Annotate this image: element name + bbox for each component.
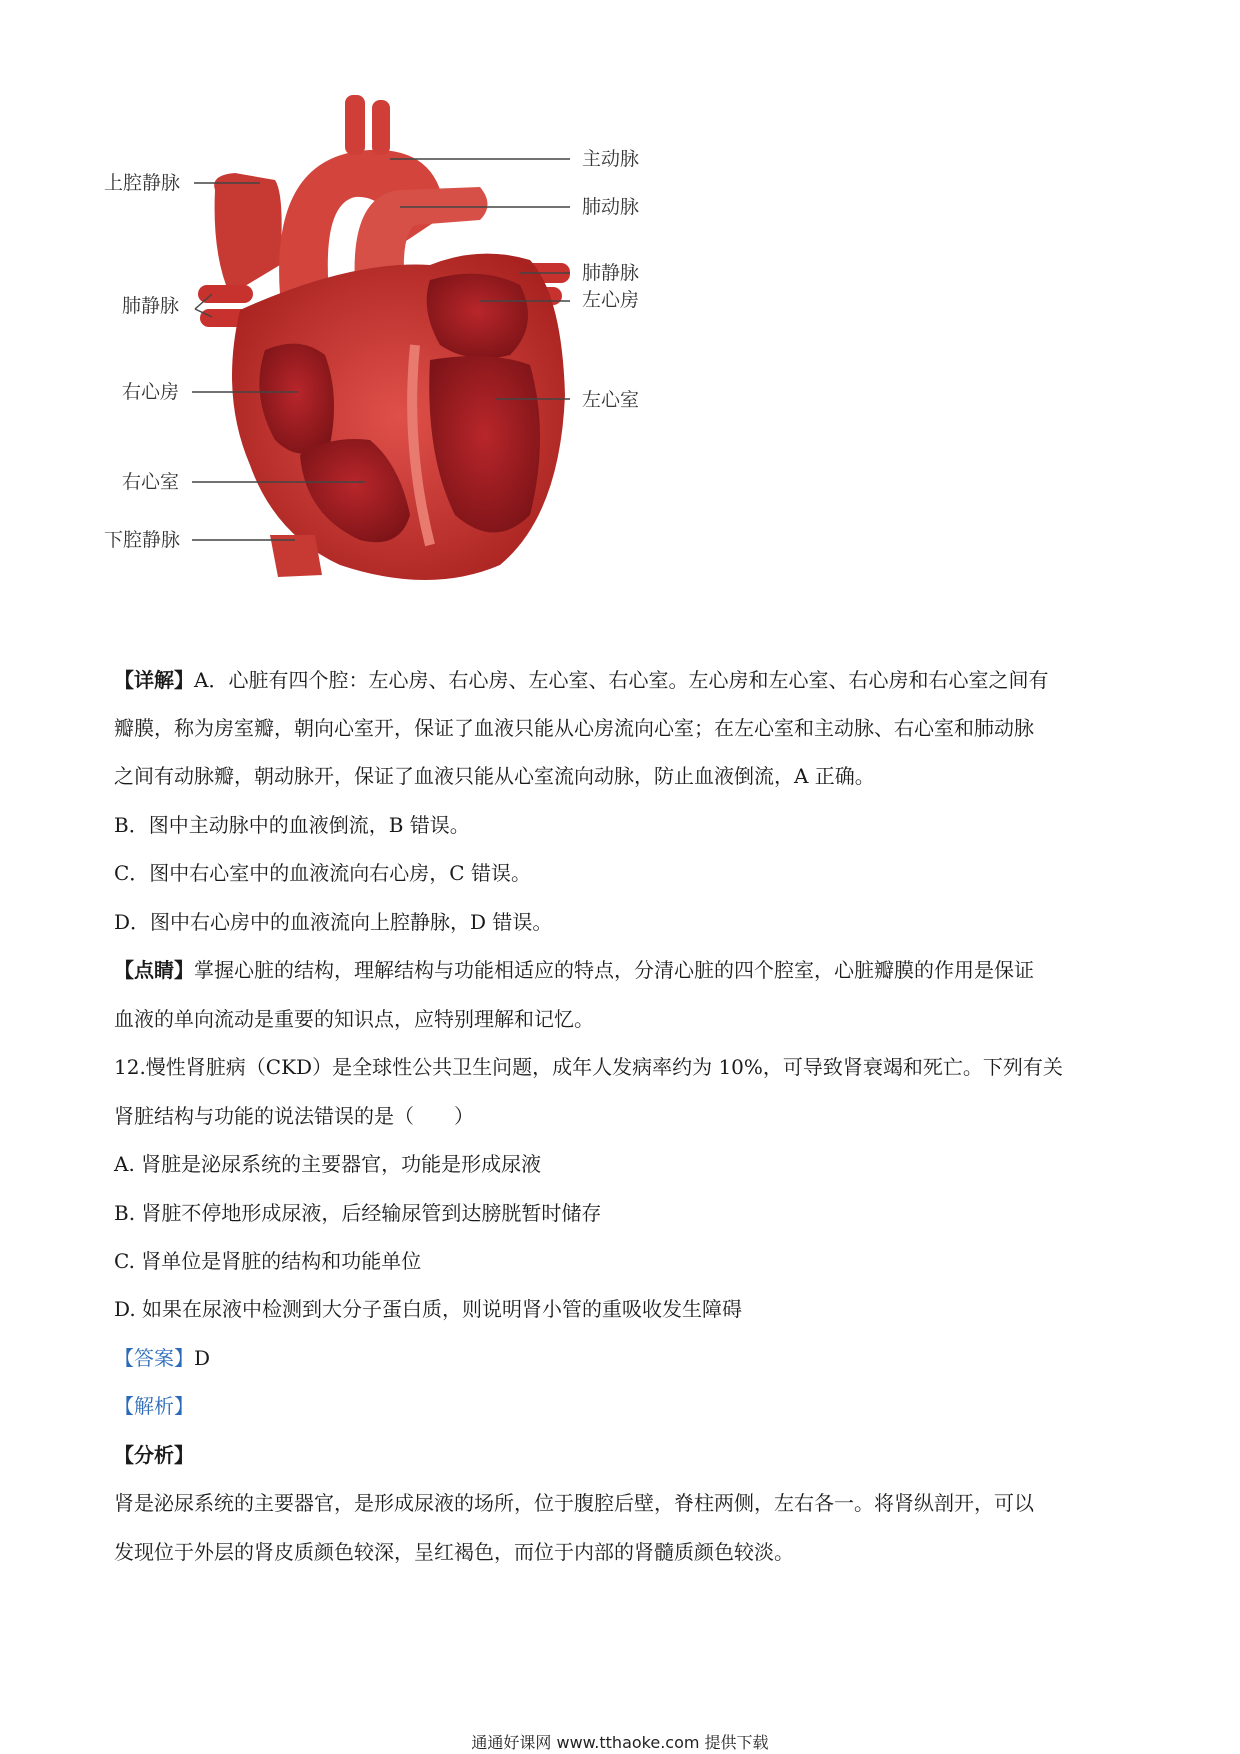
comment-line-1: 【点睛】掌握心脏的结构，理解结构与功能相适应的特点，分清心脏的四个腔室，心脏瓣膜的作用是保证 bbox=[114, 958, 1034, 982]
option-a: A. 肾脏是泌尿系统的主要器官，功能是形成尿液 bbox=[114, 1152, 542, 1176]
label-left-atrium: 左心房 bbox=[582, 289, 640, 311]
question-line-2: 肾脏结构与功能的说法错误的是（ ） bbox=[114, 1104, 474, 1128]
option-c: C. 肾单位是肾脏的结构和功能单位 bbox=[114, 1249, 422, 1273]
comment-tag: 【点睛】 bbox=[114, 958, 194, 982]
label-right-atrium: 右心房 bbox=[122, 381, 180, 403]
label-pulmonary-vein-right: 肺静脉 bbox=[582, 262, 640, 284]
explain-option-d: D．图中右心房中的血液流向上腔静脉，D 错误。 bbox=[114, 910, 553, 934]
analysis-line-1: 肾是泌尿系统的主要器官，是形成尿液的场所，位于腹腔后壁，脊柱两侧，左右各一。将肾纵剖开，可以 bbox=[114, 1491, 1034, 1515]
answer-tag: 【答案】 bbox=[114, 1346, 194, 1370]
analysis-tag: 【解析】 bbox=[114, 1394, 194, 1418]
analysis-sub-tag: 【分析】 bbox=[114, 1443, 194, 1467]
option-d: D. 如果在尿液中检测到大分子蛋白质，则说明肾小管的重吸收发生障碍 bbox=[114, 1297, 743, 1321]
explain-option-c: C．图中右心室中的血液流向右心房，C 错误。 bbox=[114, 861, 531, 885]
analysis-line-2: 发现位于外层的肾皮质颜色较深，呈红褐色，而位于内部的肾髓质颜色较淡。 bbox=[114, 1540, 794, 1564]
answer-line bbox=[114, 1342, 210, 1371]
footer-source: 通通好课网 www.tthaoke.com 提供下载 bbox=[471, 1733, 769, 1752]
label-left-ventricle: 左心室 bbox=[582, 389, 640, 411]
superior-vena-cava-shape bbox=[214, 173, 282, 295]
explain-line-2: 瓣膜，称为房室瓣，朝向心室开，保证了血液只能从心房流向心室；在左心室和主动脉、右心室和肺动脉 bbox=[114, 716, 1034, 740]
question-line-1: 12.慢性肾脏病（CKD）是全球性公共卫生问题，成年人发病率约为 10%，可导致肾衰竭和死亡。下列有关 bbox=[114, 1055, 1063, 1079]
option-b: B. 肾脏不停地形成尿液，后经输尿管到达膀胱暂时储存 bbox=[114, 1201, 602, 1225]
comment-line-2: 血液的单向流动是重要的知识点，应特别理解和记忆。 bbox=[114, 1007, 594, 1031]
heart-illustration bbox=[100, 95, 740, 645]
heart-diagram bbox=[100, 95, 740, 645]
label-aorta: 主动脉 bbox=[582, 148, 640, 170]
explain-option-b: B．图中主动脉中的血液倒流，B 错误。 bbox=[114, 813, 470, 837]
label-pulmonary-vein-left: 肺静脉 bbox=[122, 295, 180, 317]
label-pulmonary-artery: 肺动脉 bbox=[582, 196, 640, 218]
label-right-ventricle: 右心室 bbox=[122, 471, 180, 493]
label-inferior-vena-cava: 下腔静脉 bbox=[104, 529, 181, 551]
explain-tag: 【详解】 bbox=[114, 668, 194, 692]
inferior-vena-cava-shape bbox=[270, 535, 322, 577]
answer-value: D bbox=[194, 1346, 211, 1370]
explain-line-3: 之间有动脉瓣，朝动脉开，保证了血液只能从心室流向动脉，防止血液倒流，A 正确。 bbox=[114, 764, 875, 788]
explain-line-1: 【详解】A．心脏有四个腔：左心房、右心房、左心室、右心室。左心房和左心室、右心房和右心室之间有 bbox=[114, 668, 1049, 692]
label-superior-vena-cava: 上腔静脉 bbox=[104, 172, 181, 194]
